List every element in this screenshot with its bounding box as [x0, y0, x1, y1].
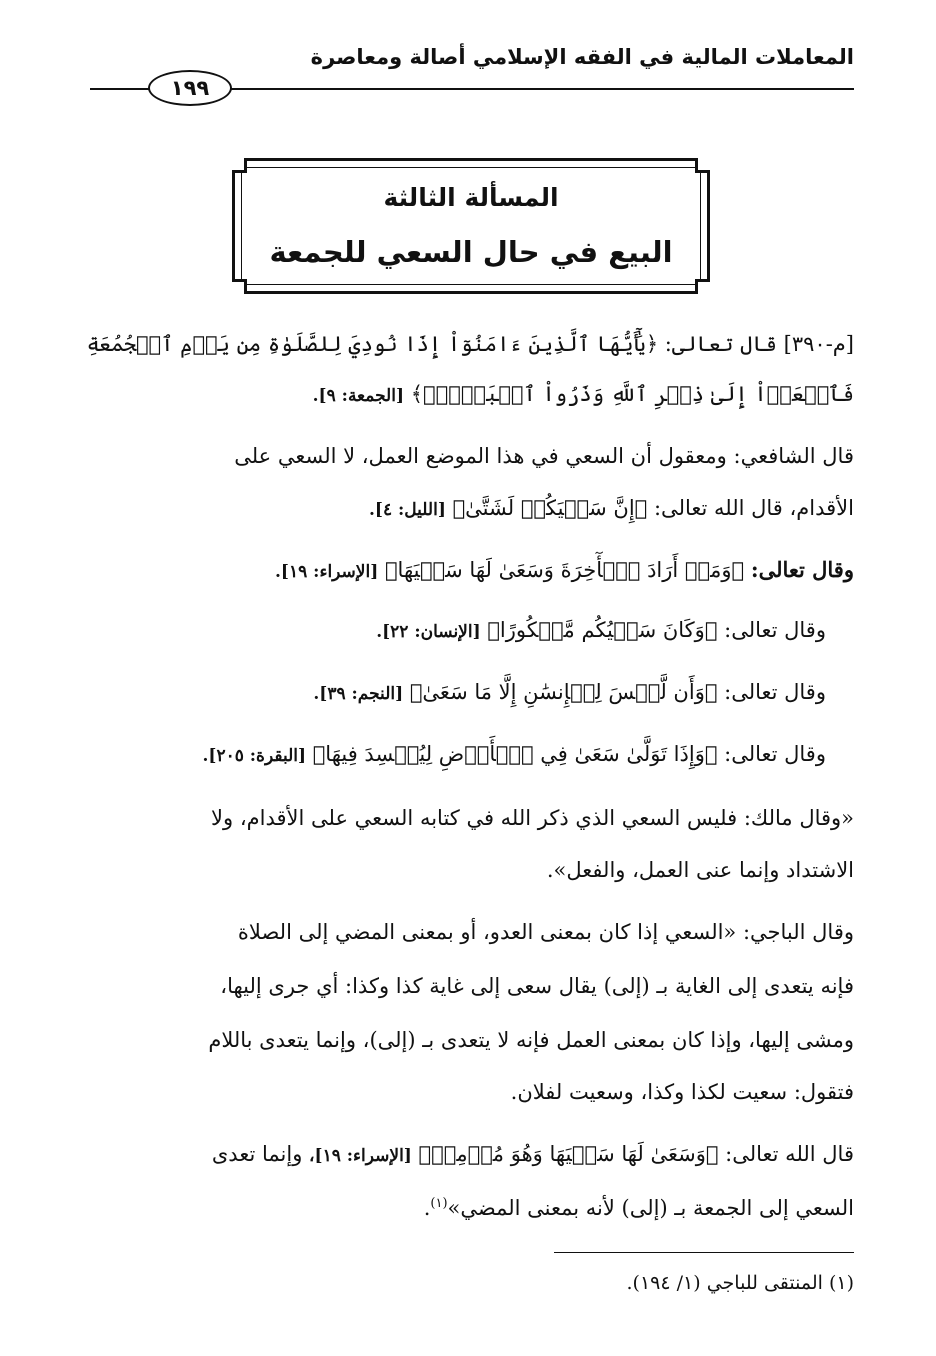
footnote: (١) المنتقى للباجي (١/ ١٩٤). — [626, 1272, 854, 1294]
paragraph-line — [80, 1072, 854, 1112]
paragraph-line — [80, 1020, 854, 1060]
frame-corner — [232, 158, 247, 173]
paragraph-line — [80, 966, 854, 1006]
paragraph-line — [52, 672, 826, 714]
paragraph-text: وقال الباجي: «السعي إذا كان بمعنى العدو، أو بمعنى المضي إلى الصلاة — [237, 920, 854, 944]
footnote-rule — [554, 1252, 854, 1253]
page-number: ١٩٩ — [148, 70, 232, 106]
verse-reference: [الإسراء: ١٩]. — [275, 562, 379, 582]
paragraph-text: وقال تعالى: — [724, 742, 826, 766]
paragraph-line — [80, 324, 854, 364]
frame-corner — [695, 279, 710, 294]
verse-reference: [الإسراء: ١٩]، — [309, 1146, 412, 1166]
paragraph-line — [80, 1184, 854, 1228]
paragraph-text: [م-٣٩٠] قال تعالى: ﴿يَٰٓأَيُّهَا ٱلَّذِينَ ءَامَنُوٓاْ إِذَا نُودِيَ لِلصَّلَوٰةِ مِن يَوۡمِ ٱلۡجُمُعَةِ — [86, 332, 854, 356]
paragraph-line — [80, 550, 854, 592]
verse-reference: [الليل: ٤]. — [368, 500, 446, 520]
paragraph-line — [80, 374, 854, 416]
quran-verse: فَٱسۡعَوۡاْ إِلَىٰ ذِكۡرِ ٱللَّهِ وَذَرُواْ ٱلۡبَيۡعَۚ﴾ — [410, 382, 854, 406]
verse-reference: [البقرة: ٢٠٥]. — [202, 746, 307, 766]
paragraph-text: الأقدام، قال الله تعالى: — [653, 496, 854, 520]
paragraph-line — [80, 850, 854, 890]
paragraph-line — [52, 610, 826, 652]
paragraph-text: وإنما تعدى — [211, 1142, 303, 1166]
footnote-marker[interactable]: (١) — [430, 1196, 448, 1211]
quran-verse: ﴿وَكَانَ سَعۡيُكُم مَّشۡكُورًا﴾ — [487, 618, 718, 642]
paragraph-line — [80, 488, 854, 530]
paragraph-text: وقال تعالى: — [724, 618, 826, 642]
section-subheading: البيع في حال السعي للجمعة — [269, 235, 673, 269]
paragraph-text: فإنه يتعدى إلى الغاية بـ (إلى) يقال سعى إلى غاية كذا وكذا: أي جرى إليها، — [220, 974, 854, 998]
verse-reference: [الإنسان: ٢٢]. — [376, 622, 481, 642]
frame-corner — [695, 158, 710, 173]
paragraph-line — [80, 912, 854, 952]
quran-verse: ﴿وَإِذَا تَوَلَّىٰ سَعَىٰ فِي ٱلۡأَرۡضِ لِيُفۡسِدَ فِيهَا﴾ — [312, 742, 718, 766]
running-title: المعاملات المالية في الفقه الإسلامي أصالة ومعاصرة — [310, 45, 854, 69]
paragraph-text: . — [423, 1196, 431, 1220]
paragraph-text: ومشى إليها، وإذا كان بمعنى العمل فإنه لا يتعدى بـ (إلى)، وإنما يتعدى باللام — [208, 1028, 854, 1052]
section-heading: المسألة الثالثة — [383, 183, 559, 212]
paragraph-text: «وقال مالك: فليس السعي الذي ذكر الله في كتابه السعي على الأقدام، ولا — [211, 806, 854, 830]
paragraph-text: وقال تعالى: — [750, 557, 854, 582]
verse-reference: [الجمعة: ٩]. — [312, 386, 405, 406]
paragraph-line — [80, 436, 854, 476]
paragraph-text: فتقول: سعيت لكذا وكذا، وسعيت لفلان. — [510, 1080, 854, 1104]
frame-corner — [232, 279, 247, 294]
paragraph-text: السعي إلى الجمعة بـ (إلى) لأنه بمعنى المضي» — [447, 1196, 854, 1220]
verse-reference: [النجم: ٣٩]. — [313, 684, 404, 704]
paragraph-text: وقال تعالى: — [724, 680, 826, 704]
quran-verse: ﴿إِنَّ سَعۡيَكُمۡ لَشَتَّىٰ﴾ — [452, 496, 648, 520]
title-frame — [232, 158, 710, 294]
paragraph-line — [52, 734, 826, 776]
quran-verse: ﴿وَمَنۡ أَرَادَ ٱلۡأٓخِرَةَ وَسَعَىٰ لَهَا سَعۡيَهَا﴾ — [384, 558, 745, 582]
quran-verse: ﴿وَأَن لَّيۡسَ لِلۡإِنسَٰنِ إِلَّا مَا سَعَىٰ﴾ — [409, 680, 718, 704]
paragraph-line — [80, 798, 854, 838]
paragraph-text: قال الله تعالى: — [725, 1142, 854, 1166]
paragraph-text: قال الشافعي: ومعقول أن السعي في هذا الموضع العمل، لا السعي على — [234, 444, 854, 468]
paragraph-line — [80, 1134, 854, 1176]
quran-verse: ﴿وَسَعَىٰ لَهَا سَعۡيَهَا وَهُوَ مُؤۡمِنٞ﴾ — [418, 1142, 719, 1166]
paragraph-text: الاشتداد وإنما عنى العمل، والفعل». — [546, 858, 854, 882]
